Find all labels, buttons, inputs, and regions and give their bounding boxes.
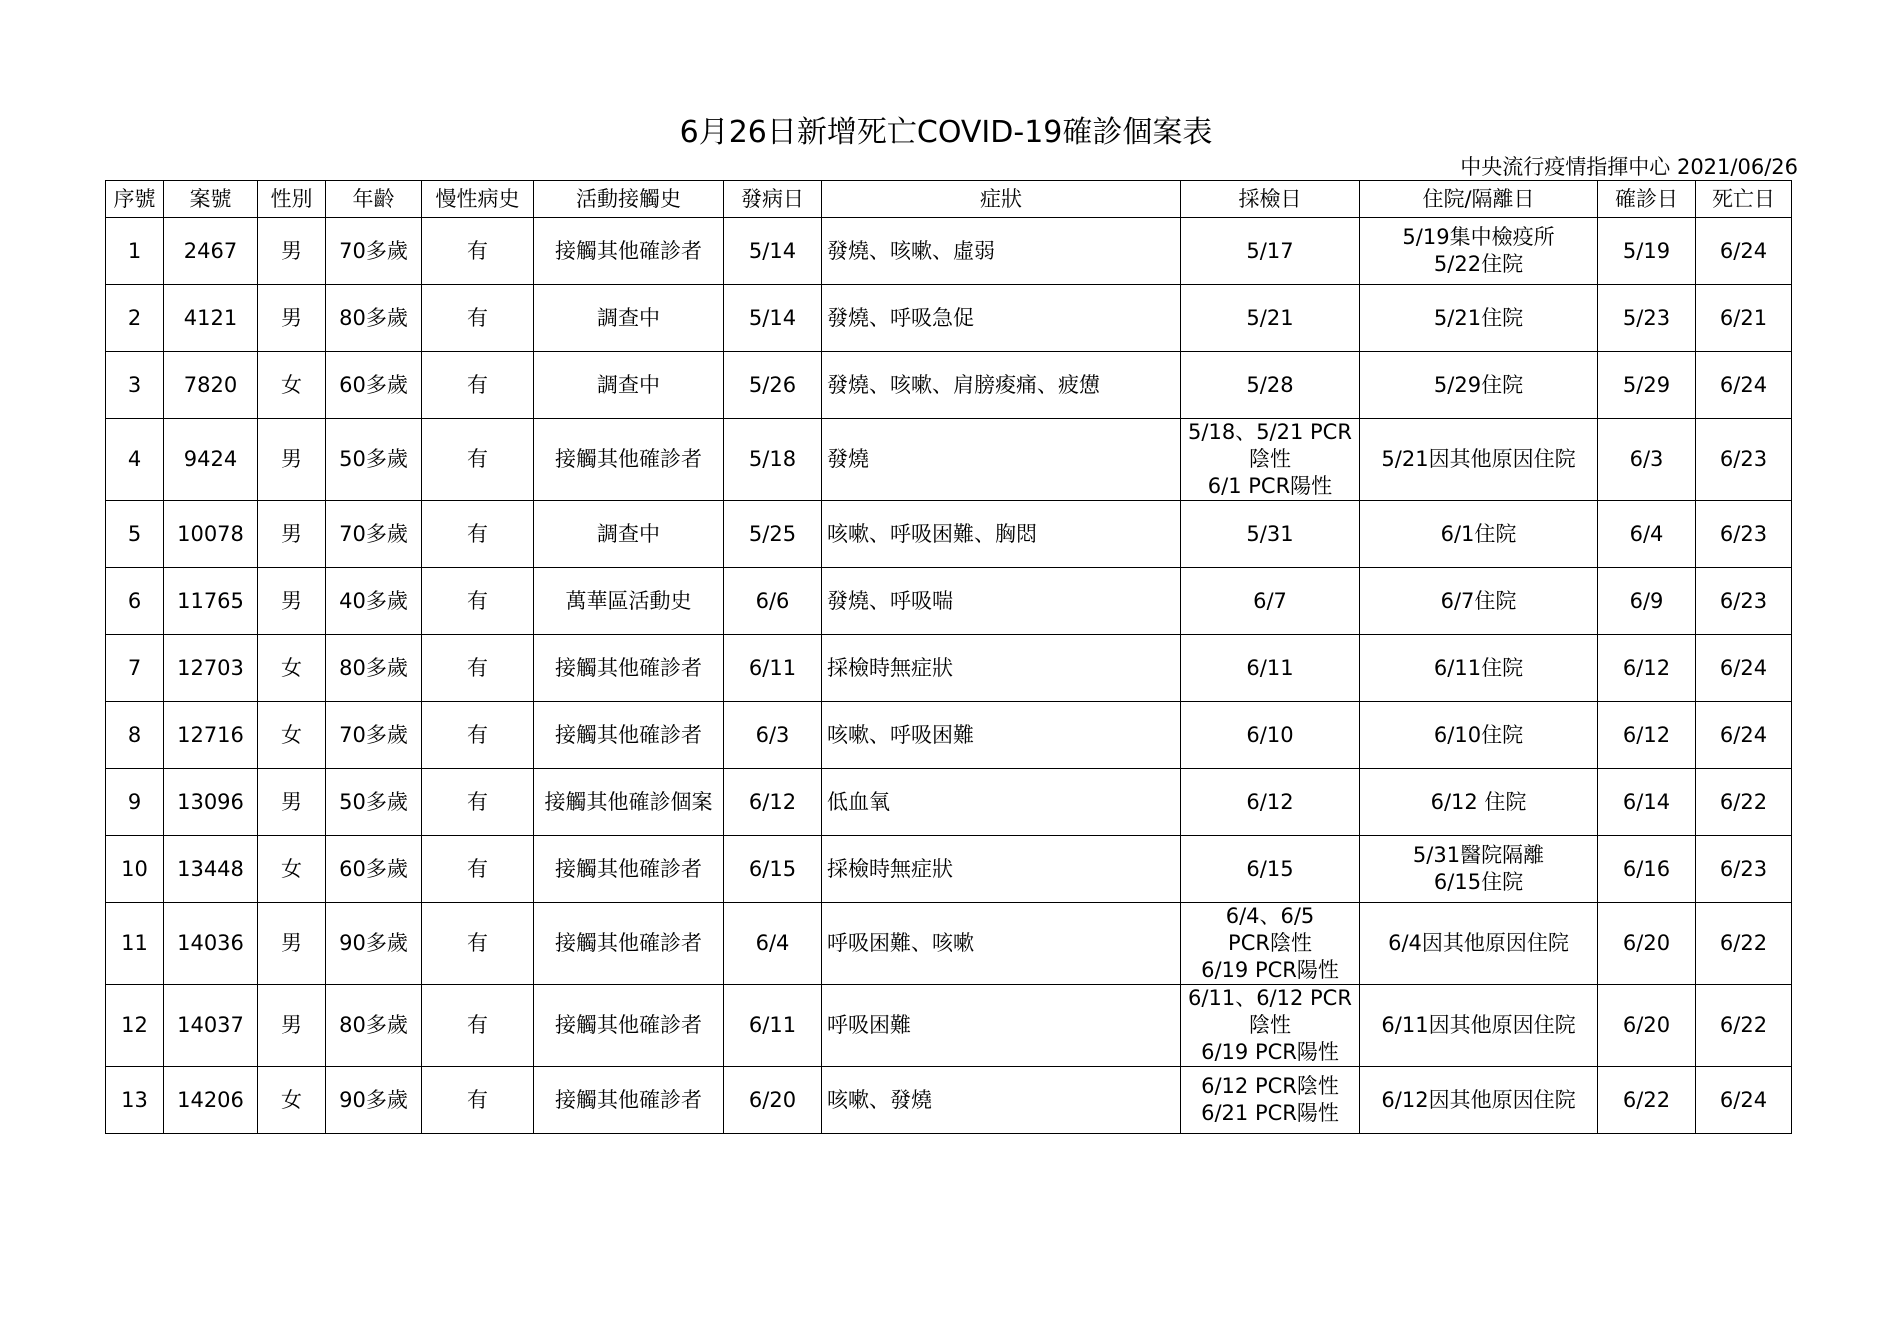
table-body xyxy=(106,218,1792,1134)
cell-contact-history: 接觸其他確診者 xyxy=(534,985,724,1067)
cell-death-date: 6/22 xyxy=(1696,903,1792,985)
cell-serial: 5 xyxy=(106,501,164,568)
cell-serial: 2 xyxy=(106,285,164,352)
cell-symptoms: 低血氧 xyxy=(822,769,1181,836)
cell-sex: 女 xyxy=(258,1067,326,1134)
cell-confirmation-date: 6/9 xyxy=(1598,568,1696,635)
cell-test-date: 6/4、6/5 PCR陰性 6/19 PCR陽性 xyxy=(1181,903,1360,985)
cell-case-number: 12703 xyxy=(164,635,258,702)
cell-death-date: 6/23 xyxy=(1696,419,1792,501)
cell-confirmation-date: 6/16 xyxy=(1598,836,1696,903)
cell-case-number: 14036 xyxy=(164,903,258,985)
cell-confirmation-date: 6/20 xyxy=(1598,903,1696,985)
cell-confirmation-date: 6/12 xyxy=(1598,635,1696,702)
cell-death-date: 6/24 xyxy=(1696,218,1792,285)
cell-sex: 女 xyxy=(258,352,326,419)
cell-contact-history: 接觸其他確診者 xyxy=(534,635,724,702)
cell-symptoms: 採檢時無症狀 xyxy=(822,836,1181,903)
cell-onset-date: 6/3 xyxy=(724,702,822,769)
cell-case-number: 10078 xyxy=(164,501,258,568)
cell-chronic-disease: 有 xyxy=(422,568,534,635)
cell-test-date: 5/17 xyxy=(1181,218,1360,285)
cell-hospitalization-date: 6/11住院 xyxy=(1360,635,1598,702)
cell-test-date: 5/21 xyxy=(1181,285,1360,352)
death-cases-table xyxy=(105,180,1792,1134)
cell-chronic-disease: 有 xyxy=(422,218,534,285)
cell-hospitalization-date: 6/11因其他原因住院 xyxy=(1360,985,1598,1067)
cell-death-date: 6/21 xyxy=(1696,285,1792,352)
cell-age: 80多歲 xyxy=(326,985,422,1067)
cell-chronic-disease: 有 xyxy=(422,419,534,501)
header-sex: 性別 xyxy=(258,181,326,218)
cell-confirmation-date: 6/12 xyxy=(1598,702,1696,769)
cell-serial: 7 xyxy=(106,635,164,702)
cell-symptoms: 發燒、咳嗽、虛弱 xyxy=(822,218,1181,285)
cell-hospitalization-date: 5/21住院 xyxy=(1360,285,1598,352)
cell-sex: 男 xyxy=(258,568,326,635)
table-row xyxy=(106,635,1792,702)
cell-onset-date: 6/15 xyxy=(724,836,822,903)
cell-serial: 3 xyxy=(106,352,164,419)
table-header-row xyxy=(106,181,1792,218)
table-row xyxy=(106,1067,1792,1134)
cell-symptoms: 發燒、呼吸急促 xyxy=(822,285,1181,352)
cell-case-number: 4121 xyxy=(164,285,258,352)
cell-contact-history: 調查中 xyxy=(534,352,724,419)
cell-chronic-disease: 有 xyxy=(422,285,534,352)
cell-onset-date: 5/18 xyxy=(724,419,822,501)
cell-chronic-disease: 有 xyxy=(422,1067,534,1134)
cell-hospitalization-date: 6/4因其他原因住院 xyxy=(1360,903,1598,985)
cell-hospitalization-date: 6/12 住院 xyxy=(1360,769,1598,836)
cell-contact-history: 接觸其他確診者 xyxy=(534,702,724,769)
cell-confirmation-date: 6/4 xyxy=(1598,501,1696,568)
table-row xyxy=(106,985,1792,1067)
cell-death-date: 6/23 xyxy=(1696,836,1792,903)
cell-death-date: 6/24 xyxy=(1696,702,1792,769)
cell-onset-date: 6/6 xyxy=(724,568,822,635)
cell-case-number: 13096 xyxy=(164,769,258,836)
cell-age: 50多歲 xyxy=(326,769,422,836)
cell-contact-history: 接觸其他確診者 xyxy=(534,836,724,903)
header-serial: 序號 xyxy=(106,181,164,218)
cell-test-date: 6/15 xyxy=(1181,836,1360,903)
cell-case-number: 9424 xyxy=(164,419,258,501)
cell-death-date: 6/24 xyxy=(1696,1067,1792,1134)
cell-symptoms: 呼吸困難 xyxy=(822,985,1181,1067)
cell-serial: 11 xyxy=(106,903,164,985)
cell-hospitalization-date: 6/1住院 xyxy=(1360,501,1598,568)
cell-chronic-disease: 有 xyxy=(422,769,534,836)
cell-hospitalization-date: 5/29住院 xyxy=(1360,352,1598,419)
table-row xyxy=(106,568,1792,635)
header-confirmation-date: 確診日 xyxy=(1598,181,1696,218)
cell-test-date: 6/7 xyxy=(1181,568,1360,635)
cell-confirmation-date: 5/19 xyxy=(1598,218,1696,285)
table-row xyxy=(106,769,1792,836)
cell-chronic-disease: 有 xyxy=(422,903,534,985)
cell-hospitalization-date: 5/21因其他原因住院 xyxy=(1360,419,1598,501)
cell-age: 90多歲 xyxy=(326,1067,422,1134)
cell-serial: 13 xyxy=(106,1067,164,1134)
cell-sex: 女 xyxy=(258,702,326,769)
cell-age: 90多歲 xyxy=(326,903,422,985)
cell-sex: 男 xyxy=(258,218,326,285)
cell-death-date: 6/23 xyxy=(1696,501,1792,568)
cell-case-number: 7820 xyxy=(164,352,258,419)
cell-hospitalization-date: 5/19集中檢疫所 5/22住院 xyxy=(1360,218,1598,285)
cell-case-number: 14206 xyxy=(164,1067,258,1134)
cell-age: 60多歲 xyxy=(326,352,422,419)
cell-test-date: 6/11、6/12 PCR 陰性 6/19 PCR陽性 xyxy=(1181,985,1360,1067)
cell-age: 70多歲 xyxy=(326,501,422,568)
header-symptoms: 症狀 xyxy=(822,181,1181,218)
cell-onset-date: 5/14 xyxy=(724,218,822,285)
cell-contact-history: 接觸其他確診個案 xyxy=(534,769,724,836)
cell-case-number: 14037 xyxy=(164,985,258,1067)
cell-sex: 男 xyxy=(258,903,326,985)
cell-sex: 女 xyxy=(258,635,326,702)
table-row xyxy=(106,352,1792,419)
cell-hospitalization-date: 5/31醫院隔離 6/15住院 xyxy=(1360,836,1598,903)
cell-sex: 男 xyxy=(258,419,326,501)
cell-age: 70多歲 xyxy=(326,702,422,769)
cell-symptoms: 發燒、咳嗽、肩膀痠痛、疲憊 xyxy=(822,352,1181,419)
cell-onset-date: 6/20 xyxy=(724,1067,822,1134)
cell-death-date: 6/24 xyxy=(1696,635,1792,702)
cell-age: 70多歲 xyxy=(326,218,422,285)
cell-contact-history: 調查中 xyxy=(534,285,724,352)
table-row xyxy=(106,501,1792,568)
cell-death-date: 6/23 xyxy=(1696,568,1792,635)
table-row xyxy=(106,903,1792,985)
cell-chronic-disease: 有 xyxy=(422,985,534,1067)
cell-confirmation-date: 6/3 xyxy=(1598,419,1696,501)
cell-death-date: 6/22 xyxy=(1696,985,1792,1067)
issuer-and-date: 中央流行疫情指揮中心 2021/06/26 xyxy=(1460,155,1798,179)
header-contact-history: 活動接觸史 xyxy=(534,181,724,218)
cell-onset-date: 5/26 xyxy=(724,352,822,419)
document-title: 6月26日新增死亡COVID-19確診個案表 xyxy=(679,115,1213,150)
cell-death-date: 6/22 xyxy=(1696,769,1792,836)
cell-serial: 4 xyxy=(106,419,164,501)
cell-contact-history: 接觸其他確診者 xyxy=(534,419,724,501)
cell-test-date: 5/28 xyxy=(1181,352,1360,419)
cell-confirmation-date: 6/20 xyxy=(1598,985,1696,1067)
header-case-number: 案號 xyxy=(164,181,258,218)
cell-case-number: 13448 xyxy=(164,836,258,903)
cell-test-date: 6/10 xyxy=(1181,702,1360,769)
cell-age: 40多歲 xyxy=(326,568,422,635)
cell-sex: 男 xyxy=(258,985,326,1067)
cell-confirmation-date: 5/29 xyxy=(1598,352,1696,419)
header-age: 年齡 xyxy=(326,181,422,218)
cell-serial: 8 xyxy=(106,702,164,769)
cell-onset-date: 6/4 xyxy=(724,903,822,985)
cell-onset-date: 6/12 xyxy=(724,769,822,836)
cell-onset-date: 6/11 xyxy=(724,635,822,702)
cell-contact-history: 調查中 xyxy=(534,501,724,568)
cell-test-date: 6/12 PCR陰性 6/21 PCR陽性 xyxy=(1181,1067,1360,1134)
cell-sex: 男 xyxy=(258,285,326,352)
cell-symptoms: 咳嗽、呼吸困難 xyxy=(822,702,1181,769)
cell-chronic-disease: 有 xyxy=(422,635,534,702)
cell-symptoms: 咳嗽、呼吸困難、胸悶 xyxy=(822,501,1181,568)
cell-hospitalization-date: 6/12因其他原因住院 xyxy=(1360,1067,1598,1134)
cell-contact-history: 接觸其他確診者 xyxy=(534,903,724,985)
cell-symptoms: 發燒、呼吸喘 xyxy=(822,568,1181,635)
cell-case-number: 2467 xyxy=(164,218,258,285)
cell-serial: 9 xyxy=(106,769,164,836)
cell-death-date: 6/24 xyxy=(1696,352,1792,419)
cell-confirmation-date: 5/23 xyxy=(1598,285,1696,352)
cell-sex: 女 xyxy=(258,836,326,903)
cell-onset-date: 5/14 xyxy=(724,285,822,352)
cell-chronic-disease: 有 xyxy=(422,352,534,419)
cell-contact-history: 接觸其他確診者 xyxy=(534,1067,724,1134)
cell-sex: 男 xyxy=(258,501,326,568)
cell-case-number: 12716 xyxy=(164,702,258,769)
cell-onset-date: 6/11 xyxy=(724,985,822,1067)
cell-symptoms: 咳嗽、發燒 xyxy=(822,1067,1181,1134)
cell-symptoms: 採檢時無症狀 xyxy=(822,635,1181,702)
cell-test-date: 6/12 xyxy=(1181,769,1360,836)
cell-confirmation-date: 6/22 xyxy=(1598,1067,1696,1134)
header-chronic-disease: 慢性病史 xyxy=(422,181,534,218)
cell-chronic-disease: 有 xyxy=(422,702,534,769)
table-row xyxy=(106,419,1792,501)
table-row xyxy=(106,836,1792,903)
cell-contact-history: 接觸其他確診者 xyxy=(534,218,724,285)
cell-confirmation-date: 6/14 xyxy=(1598,769,1696,836)
cell-age: 80多歲 xyxy=(326,285,422,352)
cell-serial: 6 xyxy=(106,568,164,635)
cell-age: 80多歲 xyxy=(326,635,422,702)
header-test-date: 採檢日 xyxy=(1181,181,1360,218)
cell-test-date: 6/11 xyxy=(1181,635,1360,702)
table-row xyxy=(106,702,1792,769)
cell-symptoms: 呼吸困難、咳嗽 xyxy=(822,903,1181,985)
cell-sex: 男 xyxy=(258,769,326,836)
cell-contact-history: 萬華區活動史 xyxy=(534,568,724,635)
cell-serial: 10 xyxy=(106,836,164,903)
cell-case-number: 11765 xyxy=(164,568,258,635)
cell-serial: 1 xyxy=(106,218,164,285)
cell-chronic-disease: 有 xyxy=(422,836,534,903)
cell-onset-date: 5/25 xyxy=(724,501,822,568)
cell-hospitalization-date: 6/7住院 xyxy=(1360,568,1598,635)
cell-hospitalization-date: 6/10住院 xyxy=(1360,702,1598,769)
cell-test-date: 5/18、5/21 PCR 陰性 6/1 PCR陽性 xyxy=(1181,419,1360,501)
cell-chronic-disease: 有 xyxy=(422,501,534,568)
header-hospitalization-date: 住院/隔離日 xyxy=(1360,181,1598,218)
cell-symptoms: 發燒 xyxy=(822,419,1181,501)
cell-serial: 12 xyxy=(106,985,164,1067)
header-onset-date: 發病日 xyxy=(724,181,822,218)
header-death-date: 死亡日 xyxy=(1696,181,1792,218)
table-row xyxy=(106,218,1792,285)
table-row xyxy=(106,285,1792,352)
cell-age: 50多歲 xyxy=(326,419,422,501)
cell-age: 60多歲 xyxy=(326,836,422,903)
cell-test-date: 5/31 xyxy=(1181,501,1360,568)
